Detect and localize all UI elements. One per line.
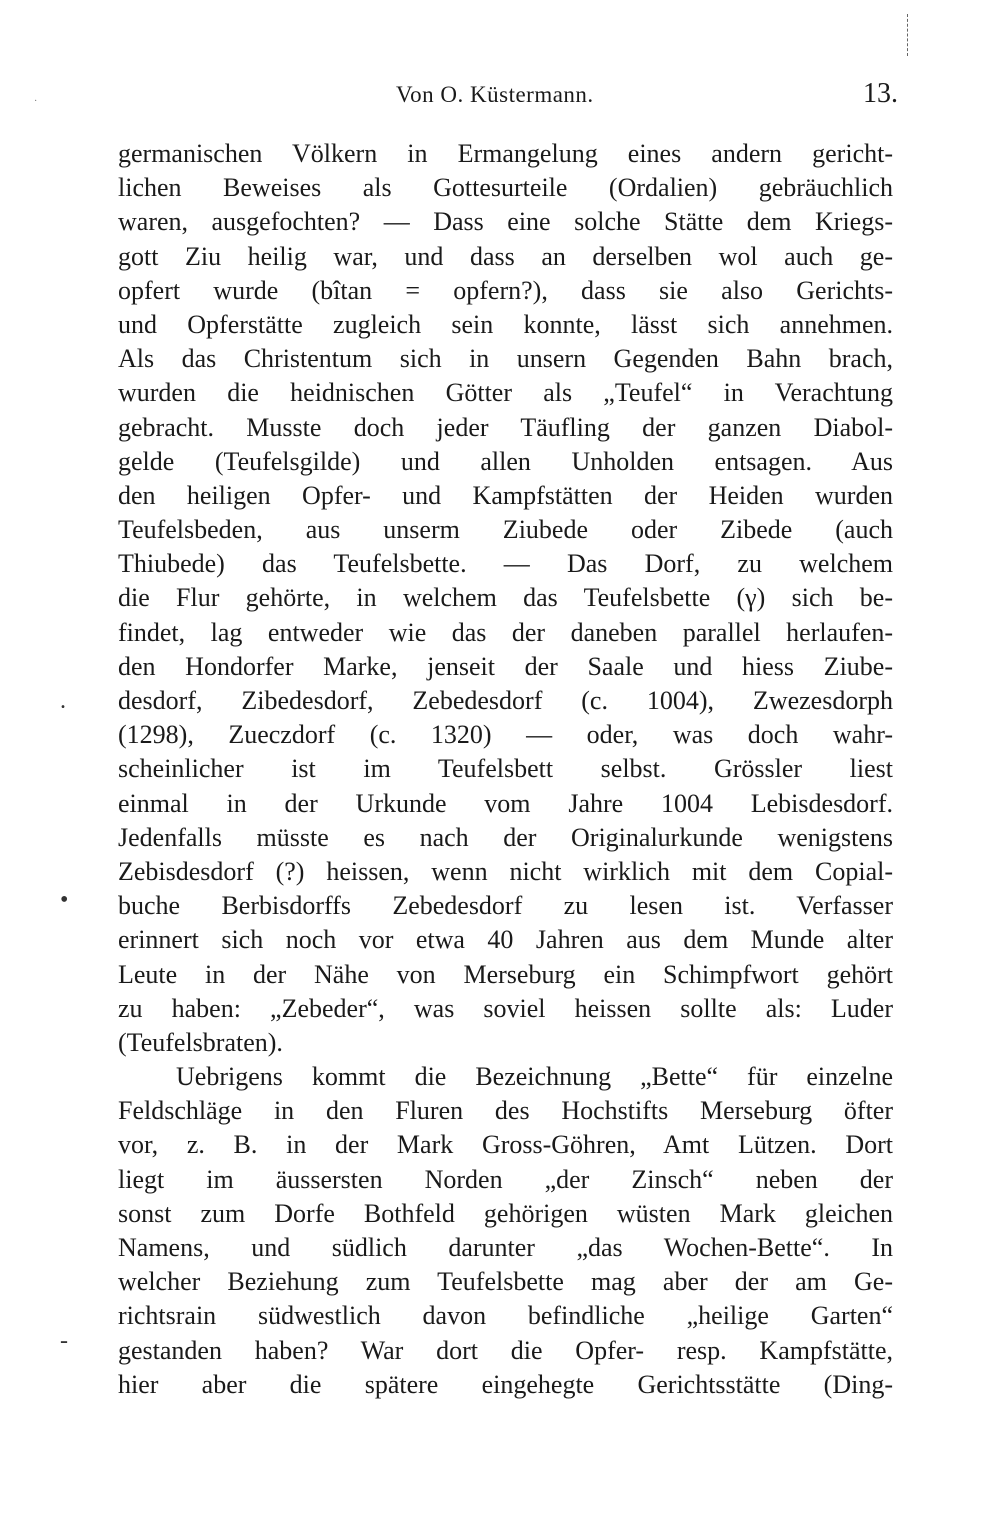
text-line: lichen Beweises als Gottesurteile (Ordalien) gebräuchlich <box>118 173 893 203</box>
text-line: einmal in der Urkunde vom Jahre 1004 Lebisdesdorf. <box>118 788 893 818</box>
text-line: den Hondorfer Marke, jenseit der Saale und hiess Ziube- <box>118 651 893 681</box>
text-line: waren, ausgefochten? — Dass eine solche Stätte dem Kriegs- <box>118 207 893 237</box>
text-line: opfert wurde (bîtan = opfern?), dass sie also Gerichts- <box>118 275 893 305</box>
text-line: gott Ziu heilig war, und dass an derselben wol auch ge- <box>118 241 893 271</box>
margin-mark: . <box>60 688 66 714</box>
page-edge-mark <box>907 14 910 56</box>
text-line: gelde (Teufelsgilde) und allen Unholden entsagen. Aus <box>118 446 893 476</box>
text-line: Leute in der Nähe von Merseburg ein Schimpfwort gehört <box>118 959 893 989</box>
speck-mark: · <box>34 96 38 107</box>
text-line: hier aber die spätere eingehegte Gerichtsstätte (Ding- <box>118 1369 893 1399</box>
text-line: (1298), Zueczdorf (c. 1320) — oder, was doch wahr- <box>118 720 893 750</box>
text-line: desdorf, Zibedesdorf, Zebedesdorf (c. 1004), Zwezesdorph <box>118 686 893 715</box>
body-text <box>118 137 893 1402</box>
text-line: welcher Beziehung zum Teufelsbette mag aber der am Ge- <box>118 1267 893 1297</box>
text-line: gestanden haben? War dort die Opfer- resp. Kampfstätte, <box>118 1335 893 1365</box>
text-line: scheinlicher ist im Teufelsbett selbst. Grössler liest <box>118 754 893 784</box>
text-line: Teufelsbeden, aus unserm Ziubede oder Zibede (auch <box>118 515 893 545</box>
margin-mark: - <box>60 1328 68 1354</box>
text-line: Namens, und südlich darunter „das Wochen-Bette“. In <box>118 1233 893 1262</box>
text-line: Feldschläge in den Fluren des Hochstifts Merseburg öfter <box>118 1096 893 1126</box>
page-number: 13. <box>863 78 898 109</box>
text-line: findet, lag entweder wie das der daneben parallel herlaufen- <box>118 617 893 647</box>
paragraph-end-line: (Teufelsbraten). <box>118 1027 283 1057</box>
page-header <box>118 78 898 116</box>
paragraph-start-line: Uebrigens kommt die Bezeichnung „Bette“ für einzelne <box>176 1062 893 1092</box>
text-line: richtsrain südwestlich davon befindliche „heilige Garten“ <box>118 1301 893 1331</box>
text-line: liegt im äussersten Norden „der Zinsch“ neben der <box>118 1164 893 1194</box>
margin-mark: • <box>60 887 69 913</box>
text-line: germanischen Völkern in Ermangelung eines andern gericht- <box>118 139 893 168</box>
text-line: und Opferstätte zugleich sein konnte, lässt sich annehmen. <box>118 309 893 339</box>
text-line: Thiubede) das Teufelsbette. — Das Dorf, zu welchem <box>118 549 893 579</box>
text-line: buche Berbisdorffs Zebedesdorf zu lesen ist. Verfasser <box>118 891 893 921</box>
text-line: Jedenfalls müsste es nach der Originalurkunde wenigstens <box>118 822 893 852</box>
text-line: zu haben: „Zebeder“, was soviel heissen sollte als: Luder <box>118 993 893 1023</box>
text-line: die Flur gehörte, in welchem das Teufelsbette (γ) sich be- <box>118 583 893 613</box>
text-line: Zebisdesdorf (?) heissen, wenn nicht wirklich mit dem Copial- <box>118 856 893 886</box>
text-line: sonst zum Dorfe Bothfeld gehörigen wüsten Mark gleichen <box>118 1198 893 1228</box>
text-line: erinnert sich noch vor etwa 40 Jahren aus dem Munde alter <box>118 925 893 955</box>
text-line: vor, z. B. in der Mark Gross-Göhren, Amt Lützen. Dort <box>118 1130 893 1160</box>
text-line: wurden die heidnischen Götter als „Teufel“ in Verachtung <box>118 378 893 408</box>
text-line: den heiligen Opfer- und Kampfstätten der Heiden wurden <box>118 480 893 510</box>
running-head: Von O. Küstermann. <box>396 82 594 107</box>
text-line: gebracht. Musste doch jeder Täufling der ganzen Diabol- <box>118 412 893 442</box>
text-line: Als das Christentum sich in unsern Gegenden Bahn brach, <box>118 344 893 374</box>
